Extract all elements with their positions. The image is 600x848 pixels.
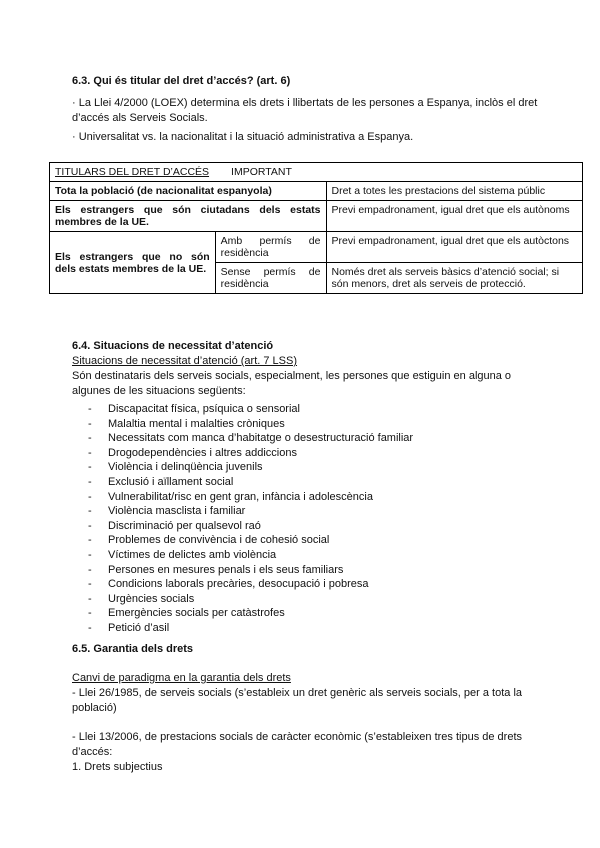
table-cell-row2-left: Els estrangers que són ciutadans dels estats membres de la UE.: [50, 201, 327, 232]
list-item: - Malaltia mental i malalties cròniques: [92, 417, 413, 432]
rights-holders-table: [49, 162, 583, 294]
list-item: - Petició d’asil: [92, 621, 413, 636]
list-item: - Exclusió i aïllament social: [92, 475, 413, 490]
table-header-title: TITULARS DEL DRET D’ACCÉS: [55, 166, 210, 178]
list-item: - Vulnerabilitat/risc en gent gran, infància i adolescència: [92, 490, 413, 505]
section-6-4-subheading: Situacions de necessitat d’atenció (art. 7 LSS): [72, 355, 298, 367]
list-item: - Persones en mesures penals i els seus familiars: [92, 563, 413, 578]
table-header-important: IMPORTANT: [231, 166, 292, 178]
table-row: [50, 201, 583, 232]
table-cell-row3b-right: Només dret als serveis bàsics d’atenció social; si són menors, dret als serveis de protecció.: [326, 263, 583, 294]
list-item: - Necessitats com manca d’habitatge o desestructuració familiar: [92, 431, 413, 446]
section-6-5-heading: 6.5. Garantia dels drets: [72, 643, 194, 655]
list-item: - Violència i delinqüència juvenils: [92, 460, 413, 475]
section-6-4-intro: Són destinataris dels serveis socials, especialment, les persones que estiguin en alguna o algunes de les situacions següents:: [72, 370, 512, 397]
list-item: - Violència masclista i familiar: [92, 504, 413, 519]
table-row: [50, 232, 583, 263]
table-cell-row3b-mid: Sense permís de residència: [215, 263, 326, 294]
table-cell-row3a-mid: Amb permís de residència: [215, 232, 326, 263]
list-item: - Discapacitat física, psíquica o sensorial: [92, 402, 413, 417]
section-6-5-law-2: - Llei 13/2006, de prestacions socials de caràcter econòmic (s’estableixen tres tipus de drets d’accés:: [72, 731, 523, 758]
table-row: [50, 182, 583, 201]
list-item: - Discriminació per qualsevol raó: [92, 519, 413, 534]
list-item: - Urgències socials: [92, 592, 413, 607]
situations-list: [92, 402, 413, 636]
table-cell-row3-left: Els estrangers que no són dels estats membres de la UE.: [50, 232, 216, 294]
section-6-5-subheading: Canvi de paradigma en la garantia dels drets: [72, 672, 291, 684]
list-item: - Drogodependències i altres addiccions: [92, 446, 413, 461]
table-cell-row2-right: Previ empadronament, igual dret que els autònoms: [326, 201, 583, 232]
table-cell-row1-left: Tota la població (de nacionalitat espanyola): [50, 182, 327, 201]
section-6-5-law-1: - Llei 26/1985, de serveis socials (s’estableix un dret genèric als serveis socials, per a tota la població): [72, 687, 523, 714]
table-header-row: [50, 163, 583, 182]
section-6-3-heading: 6.3. Qui és titular del dret d’accés? (art. 6): [72, 75, 291, 87]
section-6-3-bullet-2: · Universalitat vs. la nacionalitat i la situació administrativa a Espanya.: [72, 131, 414, 143]
table-cell-row3a-right: Previ empadronament, igual dret que els autòctons: [326, 232, 583, 263]
table-cell-row1-right: Dret a totes les prestacions del sistema públic: [326, 182, 583, 201]
list-item: - Problemes de convivència i de cohesió social: [92, 533, 413, 548]
section-6-3-bullet-1: · La Llei 4/2000 (LOEX) determina els drets i llibertats de les persones a Espanya, inclòs el dret d’accés als Serveis Socials.: [72, 97, 538, 124]
list-item: - Condicions laborals precàries, desocupació i pobresa: [92, 577, 413, 592]
section-6-4-heading: 6.4. Situacions de necessitat d’atenció: [72, 340, 274, 352]
list-item: - Emergències socials per catàstrofes: [92, 606, 413, 621]
list-item: - Víctimes de delictes amb violència: [92, 548, 413, 563]
section-6-5-item-1: 1. Drets subjectius: [72, 761, 163, 773]
